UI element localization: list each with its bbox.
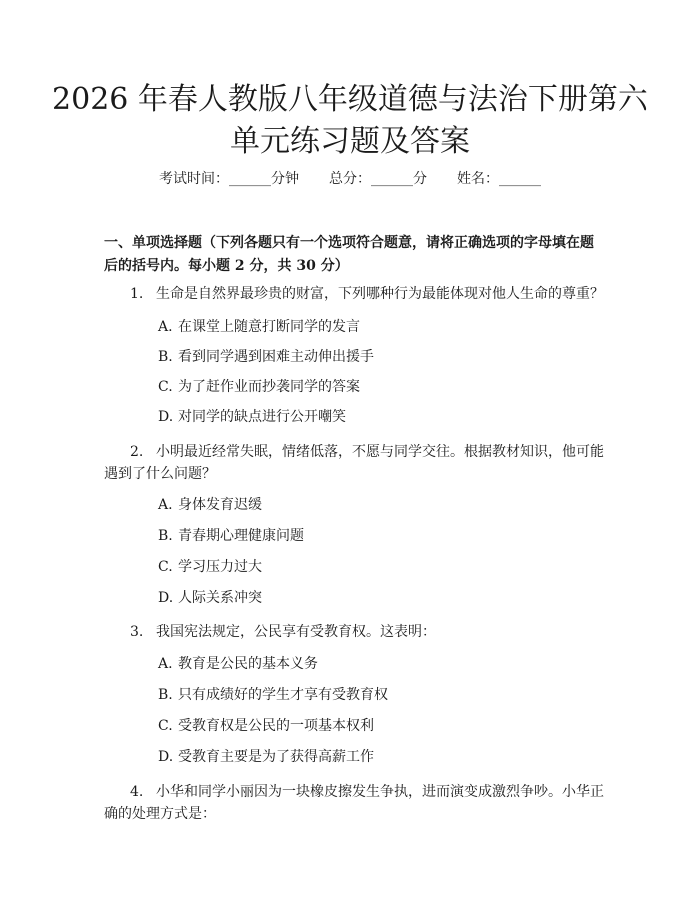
option-text: 只有成绩好的学生才享有受教育权 (178, 687, 388, 703)
question-number: 3. (130, 624, 144, 640)
option-3a (158, 654, 318, 674)
option-letter: B. (158, 349, 173, 365)
question-text-line1: 小明最近经常失眠，情绪低落，不愿与同学交往。根据教材知识，他可能 (156, 444, 604, 460)
document-title-line2: 单元练习题及答案 (230, 124, 470, 159)
option-letter: B. (158, 687, 173, 703)
question-3 (104, 620, 626, 644)
option-letter: A. (158, 656, 173, 672)
question-text: 我国宪法规定，公民享有受教育权。这表明： (156, 624, 436, 640)
total-score-label: 总分：______分 (329, 171, 427, 187)
option-letter: B. (158, 528, 173, 544)
option-letter: C. (158, 379, 173, 395)
option-text: 受教育主要是为了获得高薪工作 (178, 749, 374, 765)
option-text: 受教育权是公民的一项基本权利 (178, 718, 374, 734)
option-letter: C. (158, 718, 173, 734)
option-1c (158, 377, 360, 397)
option-2c (158, 557, 262, 577)
question-2-continued: 遇到了什么问题？ (104, 466, 216, 482)
question-number: 4. (130, 784, 144, 800)
option-text: 为了赶作业而抄袭同学的答案 (178, 379, 360, 395)
question-text: 生命是自然界最珍贵的财富，下列哪种行为最能体现对他人生命的尊重？ (156, 286, 604, 302)
document-title-line1: 2026 年春人教版八年级道德与法治下册第六 (52, 82, 648, 117)
option-letter: A. (158, 497, 173, 513)
option-text: 人际关系冲突 (178, 590, 262, 606)
option-text: 看到同学遇到困难主动伸出援手 (178, 349, 374, 365)
question-4-continued: 确的处理方式是： (104, 806, 216, 822)
question-number: 1. (130, 286, 144, 302)
section-heading-line1: 一、单项选择题（下列各题只有一个选项符合题意，请将正确选项的字母填在题 (104, 235, 594, 251)
option-letter: D. (158, 590, 174, 606)
option-text: 对同学的缺点进行公开嘲笑 (178, 409, 346, 425)
student-name-label: 姓名：______ (457, 171, 541, 187)
option-3b (158, 685, 388, 705)
section-heading-line2: 后的括号内。每小题 2 分，共 30 分） (104, 258, 349, 274)
option-letter: D. (158, 749, 174, 765)
option-letter: A. (158, 319, 173, 335)
option-letter: D. (158, 409, 174, 425)
option-text: 教育是公民的基本义务 (178, 656, 318, 672)
question-text-line1: 小华和同学小丽因为一块橡皮擦发生争执，进而演变成激烈争吵。小华正 (156, 784, 604, 800)
option-3d (158, 747, 374, 767)
option-text: 身体发育迟缓 (178, 497, 262, 513)
question-4 (104, 780, 626, 804)
question-number: 2. (130, 444, 144, 460)
option-2b (158, 526, 304, 546)
option-letter: C. (158, 559, 173, 575)
question-2 (104, 440, 626, 464)
exam-time-label: 考试时间：______分钟 (159, 171, 299, 187)
option-text: 青春期心理健康问题 (178, 528, 304, 544)
option-1d (158, 407, 346, 427)
question-1 (104, 282, 626, 306)
option-text: 在课堂上随意打断同学的发言 (178, 319, 360, 335)
option-3c (158, 716, 374, 736)
option-2d (158, 588, 262, 608)
option-1b (158, 347, 374, 367)
option-1a (158, 317, 360, 337)
option-text: 学习压力过大 (178, 559, 262, 575)
option-2a (158, 495, 262, 515)
exam-meta (0, 168, 700, 188)
